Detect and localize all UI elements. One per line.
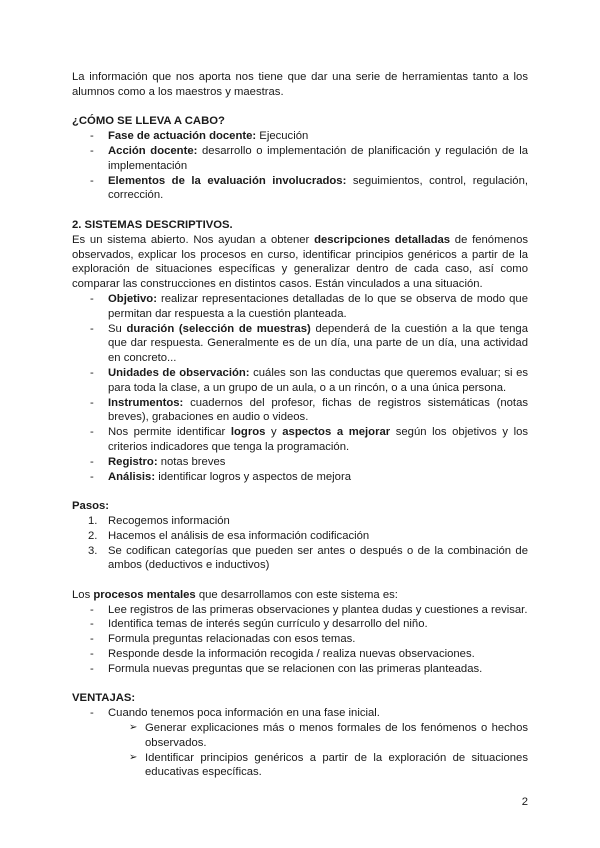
list-number: 3. — [88, 544, 98, 557]
text-run: Lee registros de las primeras observaciones y plantea dudas y cuestiones a revisar. — [108, 603, 528, 616]
list-item-text — [108, 426, 528, 453]
dash-bullet: - — [90, 426, 94, 439]
bold-text: Objetivo: — [108, 292, 157, 305]
dash-bullet: - — [90, 618, 94, 631]
list-item — [72, 396, 528, 426]
list-item — [72, 425, 528, 455]
list-item-text — [108, 456, 225, 468]
dash-bullet: - — [90, 648, 94, 661]
text-run: Ejecución — [256, 130, 309, 143]
list-item — [72, 706, 528, 721]
list-item — [72, 529, 528, 544]
ventajas-list — [72, 706, 528, 721]
dash-bullet: - — [90, 174, 94, 187]
intro-paragraph — [72, 70, 528, 100]
list-number: 2. — [88, 529, 98, 542]
list-item — [72, 662, 528, 677]
bold-text: descripciones detalladas — [314, 233, 451, 246]
bold-text: Unidades de observación: — [108, 366, 250, 379]
ventajas-heading: VENTAJAS: — [72, 692, 136, 705]
list-item — [72, 751, 528, 781]
text-run: desarrollo o implementación de planificación y regulación de la implementación — [108, 144, 528, 172]
list-item — [72, 292, 528, 322]
bold-text: aspectos a mejorar — [282, 426, 391, 439]
bold-text: Acción docente: — [108, 144, 198, 157]
list-item — [72, 129, 528, 144]
text-run: Formula preguntas relacionadas con esos temas. — [108, 633, 356, 646]
list-item-text — [145, 722, 528, 749]
list-item — [72, 603, 528, 618]
list-item — [72, 514, 528, 529]
list-item-text — [108, 397, 528, 424]
list-item-text — [108, 663, 482, 675]
how-list — [72, 129, 528, 203]
text-run: identificar logros y aspectos de mejora — [155, 470, 352, 483]
dash-bullet: - — [90, 130, 94, 143]
list-item — [72, 455, 528, 470]
bold-text: Registro: — [108, 455, 158, 468]
list-item — [72, 647, 528, 662]
list-number: 1. — [88, 514, 98, 527]
dash-bullet: - — [90, 633, 94, 646]
list-item — [72, 617, 528, 632]
list-item-text — [108, 604, 527, 616]
list-item-text — [108, 530, 369, 542]
arrow-bullet-icon: ➢ — [129, 722, 138, 734]
bold-text: Análisis: — [108, 470, 156, 483]
list-item-text — [108, 633, 355, 645]
text-run: La información que nos aporta nos tiene que dar una serie de herramientas tanto a los alumnos como a los maestros y maestras. — [72, 71, 528, 98]
list-item-text — [108, 618, 428, 630]
steps-list — [72, 514, 528, 573]
list-item-text — [145, 752, 528, 779]
page-number: 2 — [521, 796, 528, 808]
text-run: Formula nuevas preguntas que se relacionen con las primeras planteadas. — [108, 662, 483, 675]
bold-text: duración (selección de muestras) — [126, 322, 311, 335]
list-item — [72, 721, 528, 751]
bold-text: procesos mentales — [93, 588, 196, 601]
bold-text: logros — [230, 426, 266, 439]
section-2-heading: 2. SISTEMAS DESCRIPTIVOS. — [72, 218, 233, 231]
text-run: Hacemos el análisis de esa información codificación — [108, 529, 370, 542]
text-run: Los — [72, 588, 94, 601]
dash-bullet: - — [90, 455, 94, 468]
list-item-text — [108, 130, 308, 142]
dash-bullet: - — [90, 292, 94, 305]
text-run: notas breves — [157, 455, 226, 468]
list-item-text — [108, 293, 528, 320]
bold-text: Elementos de la evaluación involucrados: — [108, 174, 347, 187]
dash-bullet: - — [90, 707, 94, 720]
list-item-text — [108, 648, 475, 660]
text-run: que desarrollamos con este sistema es: — [195, 588, 398, 601]
text-run: Su — [108, 322, 127, 335]
list-item — [72, 544, 528, 574]
text-run: seguimientos, control, regulación, corrección. — [108, 174, 528, 202]
list-item-text — [108, 367, 528, 394]
list-item-text — [108, 323, 528, 365]
list-item-text — [108, 471, 351, 483]
list-item-text — [108, 545, 528, 572]
list-item-text — [108, 145, 528, 172]
dash-bullet: - — [90, 470, 94, 483]
text-run: Identificar principios genéricos a partir de la exploración de situaciones educativas específicas. — [145, 751, 528, 779]
text-run: Identifica temas de interés según currículo y desarrollo del niño. — [108, 618, 428, 631]
document-page — [72, 70, 528, 780]
text-run: dependerá de la cuestión a la que tenga que dar respuesta. Generalmente es de un día, una parte de un día, una actividad en concreto... — [108, 322, 528, 365]
list-item — [72, 366, 528, 396]
text-run: Generar explicaciones más o menos formales de los fenómenos o hechos observados. — [145, 722, 528, 749]
dash-bullet: - — [90, 603, 94, 616]
text-run: Nos permite identificar — [108, 426, 231, 439]
arrow-bullet-icon: ➢ — [129, 751, 138, 763]
dash-bullet: - — [90, 144, 94, 157]
bold-text: Fase de actuación docente: — [108, 130, 257, 143]
dash-bullet: - — [90, 322, 94, 335]
mental-processes-list — [72, 603, 528, 677]
list-item-text — [108, 175, 528, 202]
list-item — [72, 470, 528, 485]
section-2-paragraph — [72, 233, 528, 292]
dash-bullet: - — [90, 396, 94, 409]
bold-text: Instrumentos: — [108, 396, 184, 409]
text-run: Es un sistema abierto. Nos ayudan a obtener — [72, 233, 315, 246]
ventajas-sublist — [72, 721, 528, 780]
text-run: según los objetivos y los criterios indicadores que tenga la programación. — [108, 426, 529, 453]
section-2-list — [72, 292, 528, 484]
text-run: realizar representaciones detalladas de lo que se observa de modo que permitan dar respuesta a la cuestión planteada. — [108, 292, 528, 320]
steps-heading: Pasos: — [72, 500, 110, 513]
list-item — [72, 174, 528, 204]
text-run: Responde desde la información recogida / realiza nuevas observaciones. — [108, 648, 475, 661]
dash-bullet: - — [90, 662, 94, 675]
text-run: Recogemos información — [108, 514, 230, 527]
list-item — [72, 632, 528, 647]
how-heading: ¿CÓMO SE LLEVA A CABO? — [72, 115, 225, 128]
text-run: de fenómenos observados, explicar los procesos en curso, identificar principios genéricos a partir de la exploración de situaciones específicas y generalizar dentro de cada caso, así como comparar las construcciones en distintos casos. Están vinculados a una situación. — [72, 233, 528, 291]
dash-bullet: - — [90, 366, 94, 379]
mental-processes-intro — [72, 588, 528, 603]
list-item — [72, 322, 528, 366]
text-run: cuadernos del profesor, fichas de registros sistemáticas (notas breves), grabaciones en audio o videos. — [108, 396, 528, 424]
text-run: Cuando tenemos poca información en una fase inicial. — [108, 707, 380, 720]
list-item — [72, 144, 528, 174]
list-item-text — [108, 515, 230, 527]
text-run: y — [265, 426, 283, 439]
text-run: cuáles son las conductas que queremos evaluar; si es para toda la clase, a un grupo de un aula, o a un rincón, o a una única persona. — [108, 366, 529, 394]
text-run: Se codifican categorías que pueden ser antes o después o de la combinación de ambos (deductivos e inductivos) — [108, 544, 528, 572]
